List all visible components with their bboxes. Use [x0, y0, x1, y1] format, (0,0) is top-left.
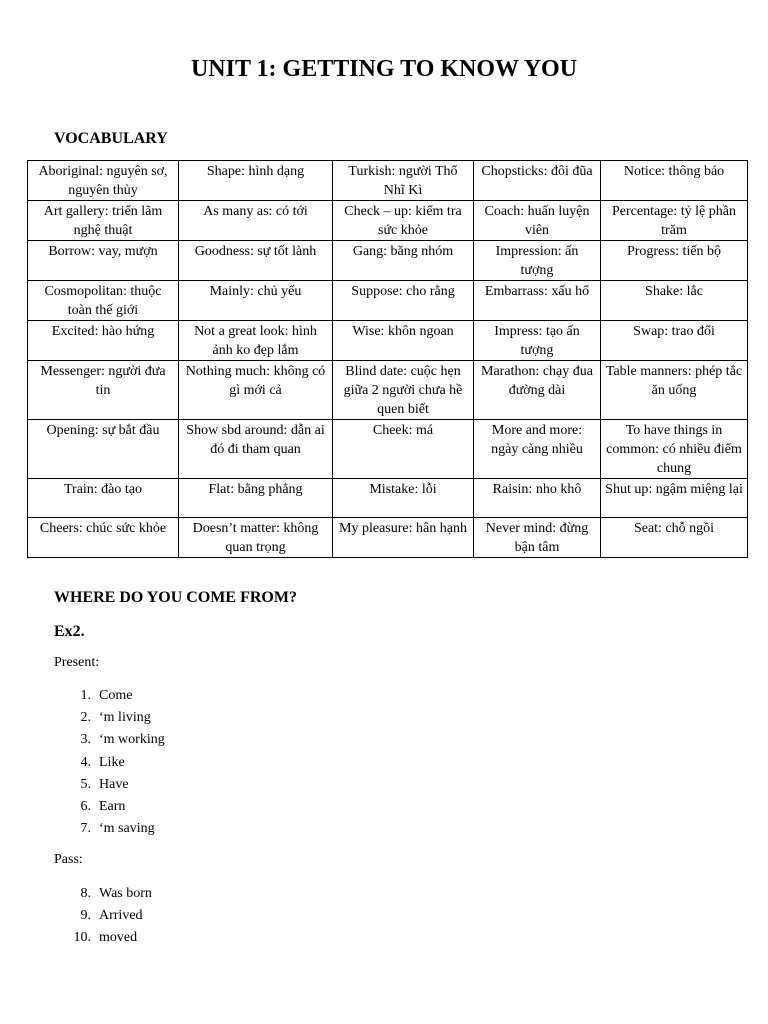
present-answer-item — [54, 752, 165, 774]
vocab-cell: Seat: chỗ ngồi — [601, 518, 748, 558]
table-row — [28, 420, 748, 479]
present-answer-item — [54, 818, 165, 840]
page-title: UNIT 1: GETTING TO KNOW YOU — [190, 56, 578, 82]
vocab-cell: To have things in common: có nhiều điểm chung — [601, 420, 748, 479]
present-answer-item — [54, 707, 165, 729]
vocab-cell: My pleasure: hân hạnh — [333, 518, 474, 558]
pass-label: Pass: — [54, 852, 83, 867]
vocab-cell: Opening: sự bắt đầu — [28, 420, 179, 479]
vocab-cell: Cheek: má — [333, 420, 474, 479]
vocab-cell: Not a great look: hình ảnh ko đẹp lắm — [179, 321, 333, 361]
where-do-you-come-from-heading: WHERE DO YOU COME FROM? — [54, 589, 297, 606]
vocab-cell: Goodness: sự tốt lành — [179, 241, 333, 281]
vocab-cell: Impress: tạo ấn tượng — [474, 321, 601, 361]
list-item-number: 2. — [80, 710, 91, 726]
list-item-text: Come — [99, 688, 133, 703]
vocab-cell: Aboriginal: nguyên sơ, nguyên thủy — [28, 161, 179, 201]
vocab-cell: Borrow: vay, mượn — [28, 241, 179, 281]
vocab-cell: Shake: lắc — [601, 281, 748, 321]
list-item-number: 5. — [80, 776, 91, 792]
vocab-cell: Mistake: lỗi — [333, 479, 474, 518]
list-item-text: ‘m saving — [99, 821, 155, 837]
vocab-cell: Notice: thông báo — [601, 161, 748, 201]
table-row — [28, 321, 748, 361]
vocab-cell: Shut up: ngậm miệng lại — [601, 479, 748, 518]
pass-answer-item — [54, 905, 152, 927]
vocab-cell: Train: đào tạo — [28, 479, 179, 518]
list-item-text: ‘m living — [99, 710, 151, 726]
table-row — [28, 518, 748, 558]
vocab-cell: Impression: ấn tượng — [474, 241, 601, 281]
vocab-cell: Art gallery: triển lãm nghệ thuật — [28, 201, 179, 241]
list-item-text: Arrived — [99, 908, 143, 924]
vocab-cell: Suppose: cho rằng — [333, 281, 474, 321]
table-row — [28, 479, 748, 518]
list-item-number: 7. — [80, 821, 91, 837]
pass-answer-list — [54, 883, 152, 950]
table-row — [28, 281, 748, 321]
vocab-cell: Blind date: cuộc hẹn giữa 2 người chưa hề quen biết — [333, 361, 474, 420]
table-row — [28, 241, 748, 281]
list-item-number: 1. — [80, 688, 91, 703]
vocab-cell: Gang: băng nhóm — [333, 241, 474, 281]
vocabulary-table — [27, 160, 748, 558]
list-item-text: moved — [99, 930, 138, 946]
list-item-number: 3. — [80, 732, 91, 748]
vocab-cell: Turkish: người Thổ Nhĩ Kì — [333, 161, 474, 201]
vocab-cell: Coach: huấn luyện viên — [474, 201, 601, 241]
vocab-cell: Marathon: chạy đua đường dài — [474, 361, 601, 420]
vocab-cell: Doesn’t matter: không quan trọng — [179, 518, 333, 558]
vocab-cell: Shape: hình dạng — [179, 161, 333, 201]
pass-answer-item — [54, 883, 152, 905]
list-item-number: 9. — [80, 908, 91, 924]
vocab-cell: Mainly: chủ yếu — [179, 281, 333, 321]
vocab-cell: Excited: hào hứng — [28, 321, 179, 361]
list-item-text: Like — [99, 754, 125, 770]
list-item-text: Have — [99, 776, 129, 792]
table-row — [28, 201, 748, 241]
vocabulary-heading: VOCABULARY — [54, 130, 168, 147]
vocab-cell: Cosmopolitan: thuộc toàn thế giới — [28, 281, 179, 321]
present-answer-list — [54, 685, 165, 840]
list-item-text: ‘m working — [99, 732, 165, 748]
vocab-cell: Flat: bằng phẳng — [179, 479, 333, 518]
vocab-cell: Chopsticks: đôi đũa — [474, 161, 601, 201]
list-item-number: 8. — [80, 886, 91, 901]
list-item-number: 6. — [80, 799, 91, 815]
present-label: Present: — [54, 655, 100, 670]
vocab-cell: Progress: tiến bộ — [601, 241, 748, 281]
vocab-cell: As many as: có tới — [179, 201, 333, 241]
vocab-cell: Wise: khôn ngoan — [333, 321, 474, 361]
vocab-cell: Percentage: tỷ lệ phần trăm — [601, 201, 748, 241]
vocab-cell: Nothing much: không có gì mới cả — [179, 361, 333, 420]
vocab-cell: Show sbd around: dẫn ai đó đi tham quan — [179, 420, 333, 479]
vocab-cell: Swap: trao đổi — [601, 321, 748, 361]
vocab-cell: More and more: ngày càng nhiều — [474, 420, 601, 479]
present-answer-item — [54, 685, 165, 707]
list-item-text: Was born — [99, 886, 152, 901]
table-row — [28, 361, 748, 420]
vocab-cell: Table manners: phép tắc ăn uống — [601, 361, 748, 420]
present-answer-item — [54, 796, 165, 818]
vocab-cell: Embarrass: xấu hổ — [474, 281, 601, 321]
list-item-text: Earn — [99, 799, 126, 815]
pass-answer-item — [54, 927, 152, 949]
vocab-cell: Cheers: chúc sức khỏe — [28, 518, 179, 558]
list-item-number: 10. — [73, 930, 91, 946]
present-answer-item — [54, 729, 165, 751]
present-answer-item — [54, 774, 165, 796]
vocab-cell: Messenger: người đưa tin — [28, 361, 179, 420]
vocab-cell: Raisin: nho khô — [474, 479, 601, 518]
table-row — [28, 161, 748, 201]
vocab-cell: Check – up: kiểm tra sức khỏe — [333, 201, 474, 241]
exercise-label: Ex2. — [54, 623, 85, 640]
list-item-number: 4. — [80, 754, 91, 770]
vocab-cell: Never mind: đừng bận tâm — [474, 518, 601, 558]
